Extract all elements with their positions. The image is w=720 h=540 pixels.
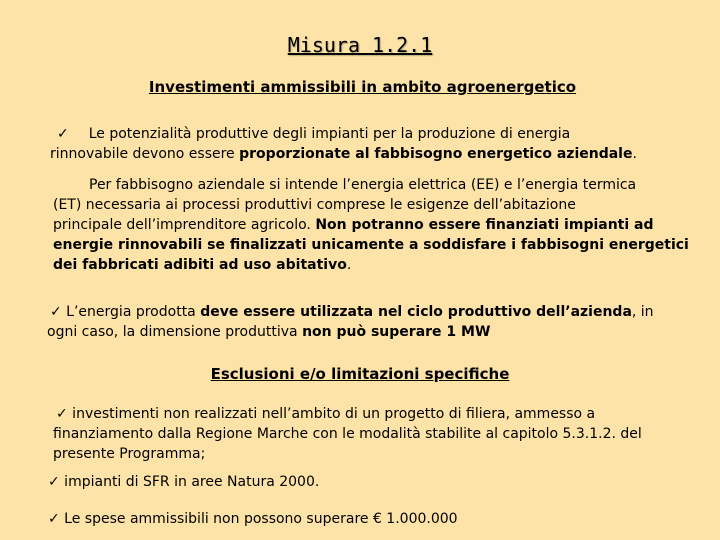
p1-line1: Le potenzialità produttive degli impianti per la produzione di energia: [88, 126, 571, 142]
p2-line5: dei fabbricati adibiti ad uso abitativo: [53, 257, 347, 273]
p3-bold: deve essere utilizzata nel ciclo produttivo dell’azienda: [200, 304, 632, 320]
page-title: Misura 1.2.1: [287, 33, 433, 57]
item1-line3: presente Programma;: [53, 446, 206, 462]
item1-line1: investimenti non realizzati nell’ambito di un progetto di filiera, ammesso a: [67, 406, 596, 422]
p1-bold: proporzionate al fabbisogno energetico aziendale: [239, 146, 633, 162]
check-icon: ✓: [48, 474, 60, 490]
check-icon: ✓: [56, 406, 68, 422]
page-subtitle: Investimenti ammissibili in ambito agroenergetico: [148, 78, 577, 96]
item1-line2: finanziamento dalla Regione Marche con le modalità stabilite al capitolo 5.3.1.2. del: [53, 426, 642, 442]
p2-line2: (ET) necessaria ai processi produttivi comprese le esigenze dell’abitazione: [53, 197, 576, 213]
p2-line1: Per fabbisogno aziendale si intende l’energia elettrica (EE) e l’energia termica: [89, 177, 637, 193]
p2-line5-end: .: [346, 257, 352, 273]
list-item: [48, 472, 713, 492]
paragraph-potenzialita: [50, 124, 707, 164]
p2-line4: energie rinnovabili se finalizzati unicamente a soddisfare i fabbisogni energetici: [53, 237, 689, 253]
item2-line1: impianti di SFR in aree Natura 2000.: [59, 474, 320, 490]
check-icon: ✓: [48, 511, 60, 527]
p3-bold2: non può superare 1 MW: [302, 324, 491, 340]
list-item: [53, 404, 718, 464]
list-item: [48, 509, 713, 529]
section-heading-esclusioni: Esclusioni e/o limitazioni specifiche: [210, 365, 510, 383]
p3-a: L’energia prodotta: [61, 304, 201, 320]
item3-line1: Le spese ammissibili non possono superare € 1.000.000: [59, 511, 458, 527]
p3-b: , in: [631, 304, 654, 320]
paragraph-energia-prodotta: [47, 302, 712, 342]
paragraph-fabbisogno: [53, 175, 718, 275]
check-icon: ✓: [57, 126, 69, 142]
p1-line2: rinnovabile devono essere: [50, 146, 240, 162]
p1-end: .: [632, 146, 637, 162]
p3-c: ogni caso, la dimensione produttiva: [47, 324, 303, 340]
p2-line3b: Non potranno essere finanziati impianti ad: [315, 217, 654, 233]
p2-line3a: principale dell’imprenditore agricolo.: [53, 217, 316, 233]
check-icon: ✓: [50, 304, 62, 320]
